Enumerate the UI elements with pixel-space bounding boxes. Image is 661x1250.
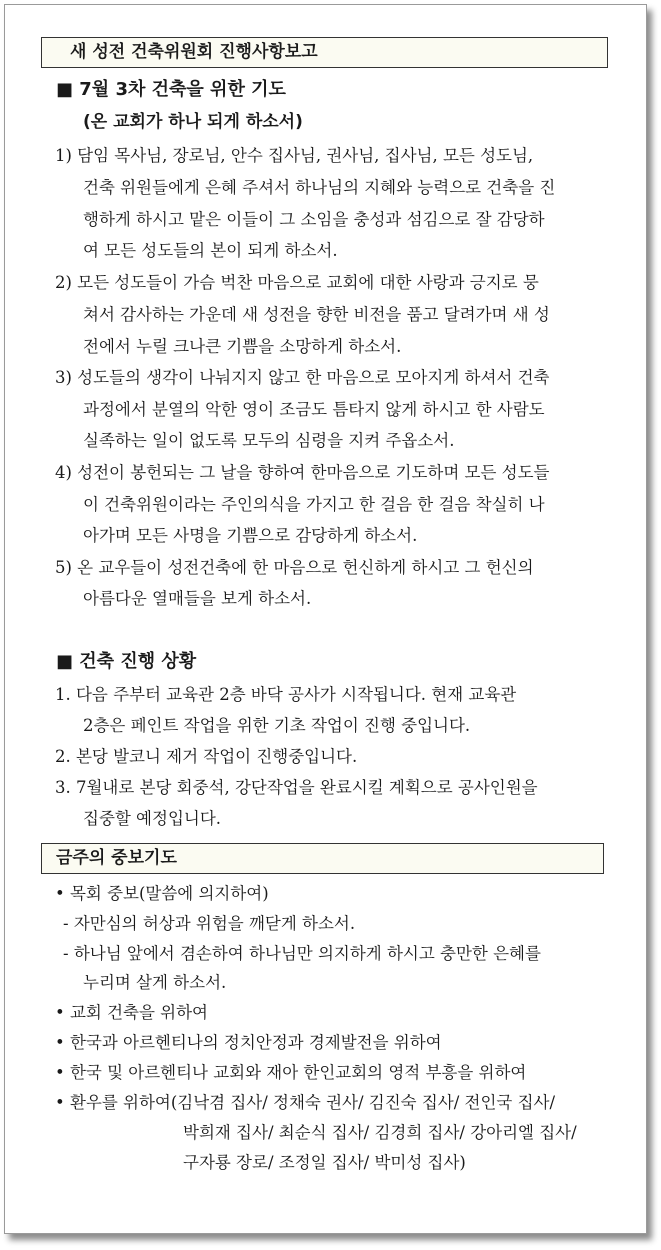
prayer-line: 쳐서 감사하는 가운데 새 성전을 향한 비전을 품고 달려가며 새 성 <box>83 305 550 324</box>
prayer-line: 5) 온 교우들이 성전건축에 한 마음으로 헌신하게 하시고 그 헌신의 <box>55 558 534 577</box>
prayer-line: 과정에서 분열의 악한 영이 조금도 틈타지 않게 하시고 한 사람도 <box>83 400 545 419</box>
prayer-line: 4) 성전이 봉헌되는 그 날을 향하여 한마음으로 기도하며 모든 성도들 <box>55 463 550 482</box>
intercession-line: 구자룡 장로/ 조정일 집사/ 박미성 집사) <box>183 1153 466 1172</box>
bulletin-page <box>4 4 647 1234</box>
progress-line: 2층은 페인트 작업을 위한 기초 작업이 진행 중입니다. <box>83 716 471 735</box>
progress-line: 1. 다음 주부터 교육관 2층 바닥 공사가 시작됩니다. 현재 교육관 <box>55 685 517 704</box>
prayer-line: 1) 담임 목사님, 장로님, 안수 집사님, 권사님, 집사님, 모든 성도님, <box>55 146 534 165</box>
prayer-line: 3) 성도들의 생각이 나눠지지 않고 한 마음으로 모아지게 하셔서 건축 <box>55 368 550 387</box>
progress-line: 집중할 예정입니다. <box>83 809 222 828</box>
prayer-line: 이 건축위원이라는 주인의식을 가지고 한 걸음 한 걸음 착실히 나 <box>83 495 545 514</box>
report-title: 새 성전 건축위원회 진행사항보고 <box>70 42 318 62</box>
prayer-line: 전에서 누릴 크나큰 기쁨을 소망하게 하소서. <box>83 337 402 356</box>
intercession-line: • 한국과 아르헨티나의 정치안정과 경제발전을 위하여 <box>55 1033 442 1052</box>
prayer-line: 2) 모든 성도들이 가슴 벅찬 마음으로 교회에 대한 사랑과 긍지로 뭉 <box>55 273 539 292</box>
prayer-line: 아가며 모든 사명을 기쁨으로 감당하게 하소서. <box>83 526 418 545</box>
intercession-line: 박희재 집사/ 최순식 집사/ 김경희 집사/ 강아리엘 집사/ <box>183 1123 577 1142</box>
intercession-line: • 환우를 위하여(김낙겸 집사/ 정채숙 권사/ 김진숙 집사/ 전인국 집사/ <box>55 1093 556 1112</box>
prayer-line: 아름다운 열매들을 보게 하소서. <box>83 589 312 608</box>
progress-line: 3. 7월내로 본당 회중석, 강단작업을 완료시킬 계획으로 공사인원을 <box>55 778 538 797</box>
prayer-line: 여 모든 성도들의 본이 되게 하소서. <box>83 241 338 260</box>
intercession-line: • 교회 건축을 위하여 <box>55 1003 208 1022</box>
prayer-heading: ■ 7월 3차 건축을 위한 기도 <box>56 79 286 100</box>
report-title-box <box>41 37 608 68</box>
intercession-line: 누리며 살게 하소서. <box>83 973 227 992</box>
intercession-line: - 하나님 앞에서 겸손하여 하나님만 의지하게 하시고 충만한 은혜를 <box>63 944 541 963</box>
progress-line: 2. 본당 발코니 제거 작업이 진행중입니다. <box>55 747 358 766</box>
intercession-line: - 자만심의 허상과 위험을 깨닫게 하소서. <box>63 914 356 933</box>
prayer-subtitle: (온 교회가 하나 되게 하소서) <box>83 112 303 132</box>
prayer-line: 실족하는 일이 없도록 모두의 심령을 지켜 주옵소서. <box>83 431 455 450</box>
intercession-line: • 목회 중보(말씀에 의지하여) <box>55 884 269 903</box>
prayer-line: 행하게 하시고 맡은 이들이 그 소임을 충성과 섬김으로 잘 감당하 <box>83 210 545 229</box>
intercession-title: 금주의 중보기도 <box>56 848 177 868</box>
intercession-line: • 한국 및 아르헨티나 교회와 재아 한인교회의 영적 부흥을 위하여 <box>55 1063 527 1082</box>
progress-heading: ■ 건축 진행 상황 <box>56 651 197 672</box>
prayer-line: 건축 위원들에게 은혜 주셔서 하나님의 지혜와 능력으로 건축을 진 <box>83 178 556 197</box>
intercession-title-box <box>41 843 604 874</box>
